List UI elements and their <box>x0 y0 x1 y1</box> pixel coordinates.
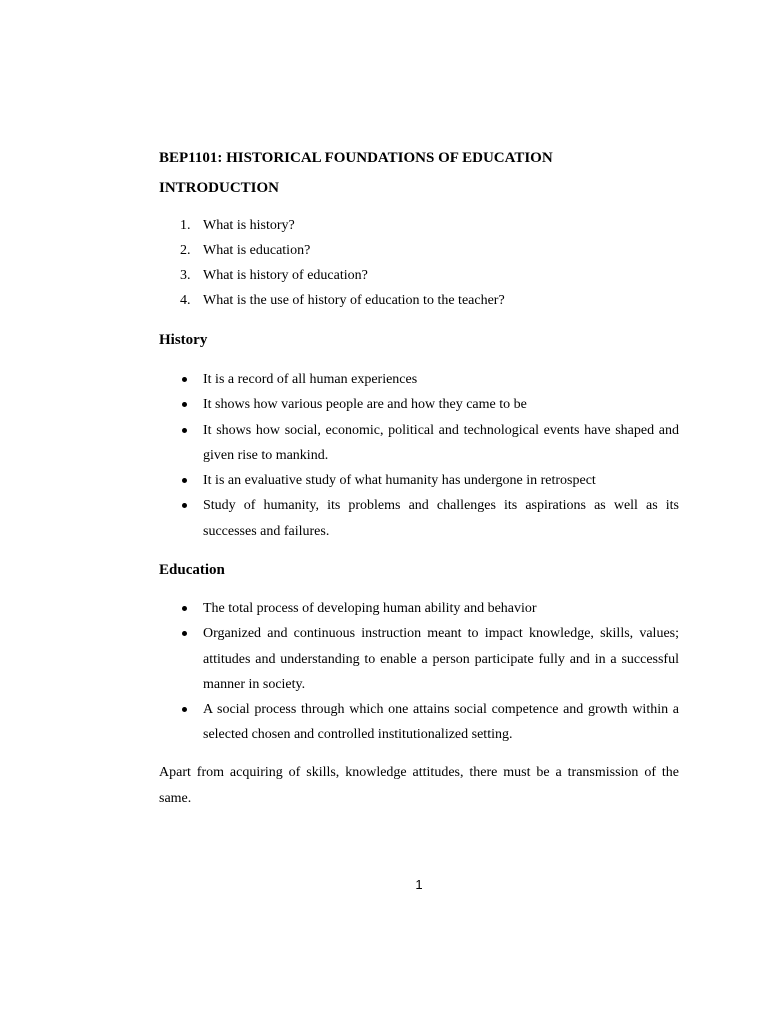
list-item-text: What is history? <box>203 218 295 233</box>
list-item <box>180 242 680 267</box>
list-item <box>180 697 679 748</box>
list-item <box>180 292 680 317</box>
list-item-text: A social process through which one attains social competence and growth within a selected chosen and controlled institutionalized setting. <box>203 702 679 743</box>
list-item-text: What is education? <box>203 243 311 258</box>
list-item-text: Study of humanity, its problems and challenges its aspirations as well as its successes and failures. <box>203 498 679 539</box>
question-list <box>180 217 680 317</box>
bullet-icon <box>182 631 187 636</box>
list-item <box>180 367 679 392</box>
list-item-text: What is the use of history of education to the teacher? <box>203 293 505 308</box>
list-number: 2. <box>180 243 191 258</box>
list-item-text: Organized and continuous instruction meant to impact knowledge, skills, values; attitudes and understanding to enable a person participate fully and in a successful manner in society. <box>203 626 679 692</box>
bullet-icon <box>182 377 187 382</box>
list-item <box>180 267 680 292</box>
closing-paragraph: Apart from acquiring of skills, knowledge attitudes, there must be a transmission of the same. <box>159 765 679 806</box>
list-item <box>180 468 679 493</box>
bullet-icon <box>182 402 187 407</box>
list-item <box>180 392 679 417</box>
list-item-text: What is history of education? <box>203 268 368 283</box>
list-item-text: The total process of developing human ability and behavior <box>203 601 537 616</box>
list-number: 3. <box>180 268 191 283</box>
document-title: BEP1101: HISTORICAL FOUNDATIONS OF EDUCATION <box>159 150 553 166</box>
bullet-icon <box>182 478 187 483</box>
list-item-text: It shows how various people are and how they came to be <box>203 397 527 413</box>
history-bullet-list <box>180 367 679 544</box>
list-item <box>180 596 679 621</box>
list-item <box>180 621 679 697</box>
list-item-text: It shows how social, economic, political and technological events have shaped and given rise to mankind. <box>203 422 679 463</box>
education-bullet-list <box>180 596 679 748</box>
list-item <box>180 217 680 242</box>
bullet-icon <box>182 428 187 433</box>
bullet-icon <box>182 503 187 508</box>
page-number: 1 <box>415 877 423 892</box>
list-number: 1. <box>180 218 191 233</box>
history-heading: History <box>159 332 208 348</box>
list-number: 4. <box>180 293 191 308</box>
bullet-icon <box>182 606 187 611</box>
list-item <box>180 418 679 469</box>
list-item-text: It is a record of all human experiences <box>203 372 418 387</box>
bullet-icon <box>182 707 187 712</box>
list-item-text: It is an evaluative study of what humanity has undergone in retrospect <box>203 473 596 489</box>
education-heading: Education <box>159 562 225 578</box>
introduction-heading: INTRODUCTION <box>159 180 280 196</box>
list-item <box>180 493 679 544</box>
